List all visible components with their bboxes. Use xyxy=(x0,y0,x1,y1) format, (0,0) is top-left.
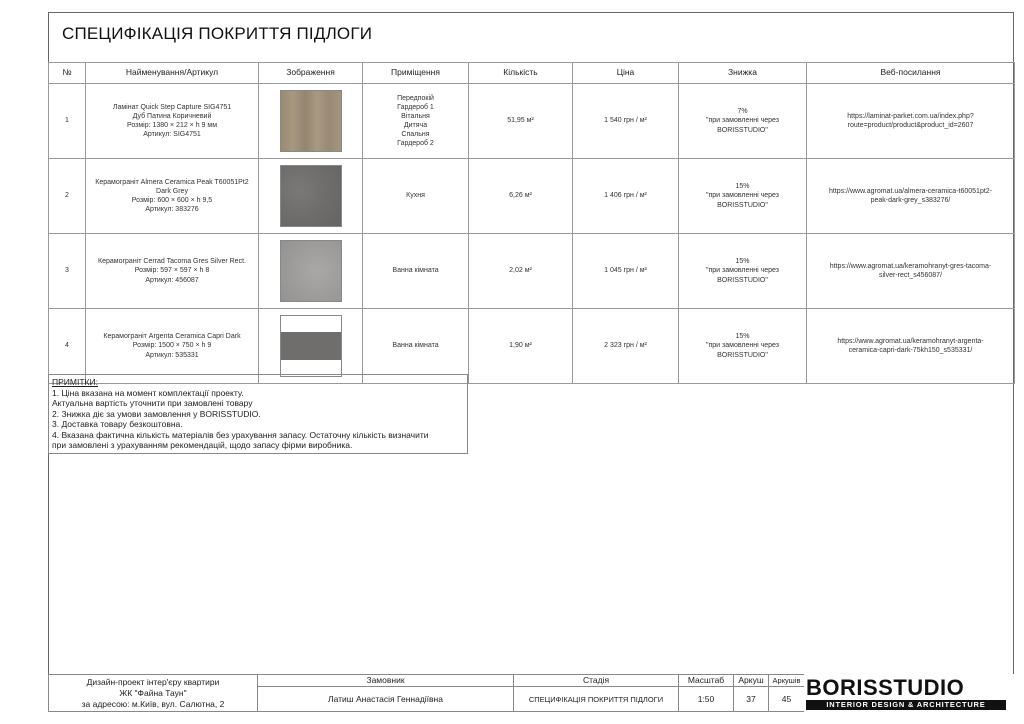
web-link[interactable] xyxy=(807,234,1015,309)
scale-label: Масштаб xyxy=(678,674,734,687)
web-link-line: peak-dark-grey_s383276/ xyxy=(870,197,951,204)
product-size: Розмір: 600 × 600 × h 9,5 xyxy=(131,197,213,204)
column-header-number: № xyxy=(49,63,86,84)
discount-note: "при замовленні через xyxy=(706,267,779,275)
discount-note: "при замовленні через xyxy=(706,342,779,350)
discount-note: BORISSTUDIO" xyxy=(717,276,768,284)
borisstudio-logo xyxy=(804,674,1014,712)
product-image-cell xyxy=(259,84,363,159)
web-link-line: silver-rect_s456087/ xyxy=(878,272,943,279)
sheet-number: 37 xyxy=(733,686,769,712)
column-header-discount: Знижка xyxy=(679,63,807,84)
product-image-cell xyxy=(259,309,363,384)
notes-box xyxy=(48,374,468,454)
tile-band xyxy=(281,332,341,360)
project-line: за адресою: м.Київ, вул. Салютна, 2 xyxy=(81,698,225,709)
note-line: 4. Вказана фактична кількість матеріалів без урахування запасу. Остаточну кількість визначити xyxy=(52,429,429,440)
sheet-label: Аркуш xyxy=(733,674,769,687)
note-line: 2. Знижка діє за умови замовлення у BORISSTUDIO. xyxy=(52,408,261,419)
product-name xyxy=(86,84,259,159)
project-line: Дизайн-проект інтер'єру квартири xyxy=(86,676,220,687)
discount-value: 15% xyxy=(735,183,750,191)
web-link[interactable] xyxy=(807,159,1015,234)
product-image-cell xyxy=(259,234,363,309)
porcelain-capri-dark-swatch-image xyxy=(280,315,342,377)
row-number: 3 xyxy=(49,234,86,309)
stage-label: Стадія xyxy=(513,674,679,687)
stage-value: СПЕЦИФІКАЦІЯ ПОКРИТТЯ ПІДЛОГИ xyxy=(513,686,679,712)
quantity-cell: 51,95 м² xyxy=(469,84,573,159)
note-line: 3. Доставка товару безкоштовна. xyxy=(52,419,183,429)
quantity-cell: 2,02 м² xyxy=(469,234,573,309)
web-link-line: https://www.agromat.ua/keramohranyt-gres-tacoma- xyxy=(829,262,992,270)
row-number: 4 xyxy=(49,309,86,384)
product-name-line: Керамограніт Cerrad Tacoma Gres Silver Rect. xyxy=(98,258,246,266)
room-cell xyxy=(363,84,469,159)
discount-note: "при замовленні через xyxy=(706,192,779,200)
logo-name: BORISSTUDIO xyxy=(806,675,965,700)
discount-cell xyxy=(679,234,807,309)
quantity-cell: 6,26 м² xyxy=(469,159,573,234)
product-size: Розмір: 1380 × 212 × h 9 мм xyxy=(126,122,218,129)
column-header-quantity: Кількість xyxy=(469,63,573,84)
laminate-swatch-image xyxy=(280,90,342,152)
room-name: Кухня xyxy=(406,192,425,200)
column-header-link: Веб-посилання xyxy=(807,63,1015,84)
scale-value: 1:50 xyxy=(678,686,734,712)
row-number: 1 xyxy=(49,84,86,159)
title-block xyxy=(48,674,1014,712)
row-number: 2 xyxy=(49,159,86,234)
porcelain-dark-grey-swatch-image xyxy=(280,165,342,227)
quantity-cell: 1,90 м² xyxy=(469,309,573,384)
room-name: Спальня xyxy=(401,131,430,139)
web-link-line: https://laminat-parket.com.ua/index.php? xyxy=(847,112,974,120)
web-link[interactable] xyxy=(807,309,1015,384)
column-header-name: Найменування/Артикул xyxy=(86,63,259,84)
product-article: Артикул: SIG4751 xyxy=(143,131,201,139)
client-label: Замовник xyxy=(257,674,514,687)
discount-note: "при замовленні через xyxy=(706,117,779,125)
price-cell: 1 045 грн / м² xyxy=(573,234,679,309)
product-name-line: Дуб Патина Коричневий xyxy=(132,112,212,120)
product-name xyxy=(86,159,259,234)
specification-table xyxy=(48,62,1015,384)
porcelain-silver-swatch-image xyxy=(280,240,342,302)
product-name-line: Dark Grey xyxy=(156,187,188,195)
room-name: Вітальня xyxy=(401,112,430,120)
project-description xyxy=(48,674,258,712)
column-header-price: Ціна xyxy=(573,63,679,84)
web-link-line: https://www.agromat.ua/almera-ceramica-t60051pt2- xyxy=(828,187,993,195)
table-header-row xyxy=(49,63,1015,84)
logo-tagline: INTERIOR DESIGN & ARCHITECTURE xyxy=(806,700,1006,710)
product-name-line: Ламінат Quick Step Capture SIG4751 xyxy=(112,103,232,111)
room-cell xyxy=(363,309,469,384)
price-cell: 1 540 грн / м² xyxy=(573,84,679,159)
column-header-image: Зображення xyxy=(259,63,363,84)
price-cell: 2 323 грн / м² xyxy=(573,309,679,384)
column-header-room: Приміщення xyxy=(363,63,469,84)
product-article: Артикул: 535331 xyxy=(145,351,199,359)
table-row xyxy=(49,309,1015,384)
room-name: Передпокій xyxy=(397,94,434,102)
web-link-line: route=product/product&product_id=2607 xyxy=(847,122,974,129)
room-name: Гардероб 2 xyxy=(397,140,434,148)
table-row xyxy=(49,234,1015,309)
product-size: Розмір: 1500 × 750 × h 9 xyxy=(132,342,212,350)
web-link-line: https://www.agromat.ua/keramohranyt-argenta- xyxy=(837,337,984,345)
discount-note: BORISSTUDIO" xyxy=(717,351,768,359)
web-link-line: ceramica-capri-dark-75kh150_s535331/ xyxy=(848,347,973,354)
product-name xyxy=(86,309,259,384)
discount-cell xyxy=(679,159,807,234)
notes-heading: ПРИМІТКИ: xyxy=(52,377,98,387)
room-name: Ванна кімната xyxy=(392,342,439,350)
table-row xyxy=(49,84,1015,159)
product-name-line: Керамограніт Argenta Ceramica Capri Dark xyxy=(103,333,241,341)
sheets-label: Аркушів xyxy=(768,674,805,687)
product-article: Артикул: 383276 xyxy=(145,206,199,214)
product-image-cell xyxy=(259,159,363,234)
room-name: Гардероб 1 xyxy=(397,103,434,111)
discount-note: BORISSTUDIO" xyxy=(717,126,768,134)
product-size: Розмір: 597 × 597 × h 8 xyxy=(134,267,210,275)
web-link[interactable] xyxy=(807,84,1015,159)
discount-value: 15% xyxy=(735,258,750,266)
discount-note: BORISSTUDIO" xyxy=(717,201,768,209)
table-row xyxy=(49,159,1015,234)
client-name: Латиш Анастасія Геннадіївна xyxy=(257,686,514,712)
page-title: СПЕЦИФІКАЦІЯ ПОКРИТТЯ ПІДЛОГИ xyxy=(62,24,373,43)
discount-cell xyxy=(679,309,807,384)
product-article: Артикул: 456087 xyxy=(145,276,199,284)
room-name: Дитяча xyxy=(403,122,428,129)
discount-cell xyxy=(679,84,807,159)
room-cell xyxy=(363,159,469,234)
discount-value: 15% xyxy=(735,333,750,341)
discount-value: 7% xyxy=(737,108,748,116)
note-line: при замовлені з урахуванням рекомендацій, щодо запасу фірми виробника. xyxy=(52,440,353,450)
note-line: Актуальна вартість уточнити при замовлені товару xyxy=(52,398,253,408)
room-name: Ванна кімната xyxy=(392,267,439,275)
project-line: ЖК "Файна Таун" xyxy=(119,687,187,698)
product-name xyxy=(86,234,259,309)
room-cell xyxy=(363,234,469,309)
note-line: 1. Ціна вказана на момент комплектації проекту. xyxy=(52,387,244,398)
price-cell: 1 406 грн / м² xyxy=(573,159,679,234)
sheets-total: 45 xyxy=(768,686,805,712)
product-name-line: Керамограніт Almera Ceramica Peak T60051Pt2 xyxy=(95,178,249,186)
